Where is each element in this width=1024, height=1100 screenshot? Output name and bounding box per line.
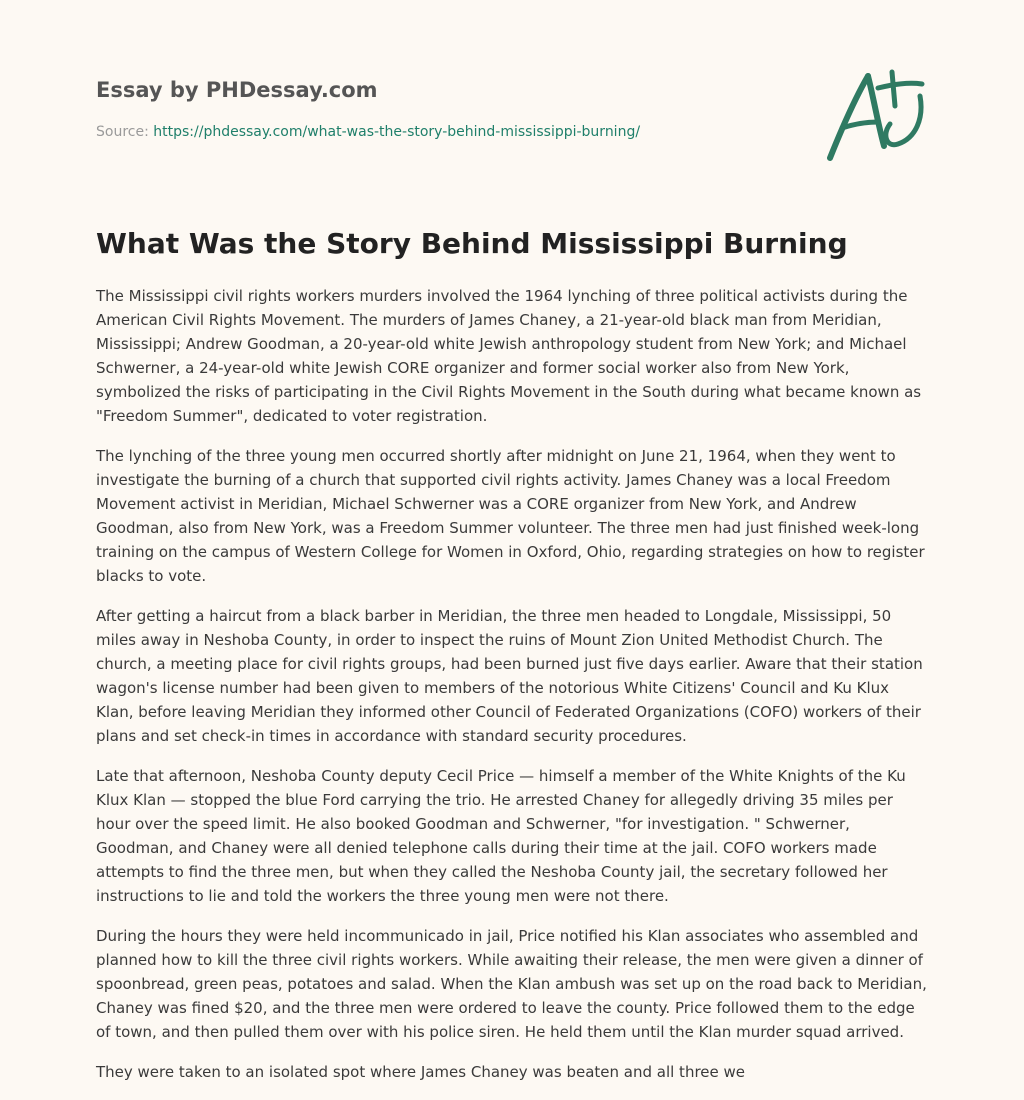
essay-body	[96, 284, 928, 1100]
source-link[interactable]: https://phdessay.com/what-was-the-story-behind-mississippi-burning/	[153, 124, 641, 140]
paragraph: They were taken to an isolated spot where James Chaney was beaten and all three we	[96, 1063, 746, 1081]
site-title: Essay by PHDessay.com	[96, 78, 378, 102]
header	[96, 72, 736, 142]
essay-title: What Was the Story Behind Mississippi Burning	[96, 227, 848, 260]
paragraph: The lynching of the three young men occurred shortly after midnight on June 21, 1964, when they went to investigate the burning of a church that supported civil rights activity. James Chaney was a local Freedom Movement activist in Meridian, Michael Schwerner was a CORE organizer from New York, and Andrew Goodman, also from New York, was a Freedom Summer volunteer. The three men had just finished week-long training on the campus of Western College for Women in Oxford, Ohio, regarding strategies on how to register blacks to vote.	[96, 447, 925, 585]
source-label: Source:	[96, 124, 154, 140]
paragraph: During the hours they were held incommunicado in jail, Price notified his Klan associates who assembled and planned how to kill the three civil rights workers. While awaiting their release, the men were given a dinner of spoonbread, green peas, potatoes and salad. When the Klan ambush was set up on the road back to Meridian, Chaney was fined $20, and the three men were ordered to leave the county. Price followed them to the edge of town, and then pulled them over with his police siren. He held them until the Klan murder squad arrived.	[96, 927, 927, 1041]
paragraph: After getting a haircut from a black barber in Meridian, the three men headed to Longdale, Mississippi, 50 miles away in Neshoba County, in order to inspect the ruins of Mount Zion United Methodist Church. The church, a meeting place for civil rights groups, had been burned just five days earlier. Aware that their station wagon's license number had been given to members of the notorious White Citizens' Council and Ku Klux Klan, before leaving Meridian they informed other Council of Federated Organizations (COFO) workers of their plans and set check-in times in accordance with standard security procedures.	[96, 607, 923, 745]
source-line	[96, 122, 736, 142]
a-plus-grade-icon	[820, 66, 930, 166]
paragraph: The Mississippi civil rights workers murders involved the 1964 lynching of three political activists during the American Civil Rights Movement. The murders of James Chaney, a 21-year-old black man from Meridian, Mississippi; Andrew Goodman, a 20-year-old white Jewish anthropology student from New York; and Michael Schwerner, a 24-year-old white Jewish CORE organizer and former social worker also from New York, symbolized the risks of participating in the Civil Rights Movement in the South during what became known as "Freedom Summer", dedicated to voter registration.	[96, 287, 922, 425]
paragraph: Late that afternoon, Neshoba County deputy Cecil Price — himself a member of the White Knights of the Ku Klux Klan — stopped the blue Ford carrying the trio. He arrested Chaney for allegedly driving 35 miles per hour over the speed limit. He also booked Goodman and Schwerner, "for investigation. " Schwerner, Goodman, and Chaney were all denied telephone calls during their time at the jail. COFO workers made attempts to find the three men, but when they called the Neshoba County jail, the secretary followed her instructions to lie and told the workers the three young men were not there.	[96, 767, 906, 905]
